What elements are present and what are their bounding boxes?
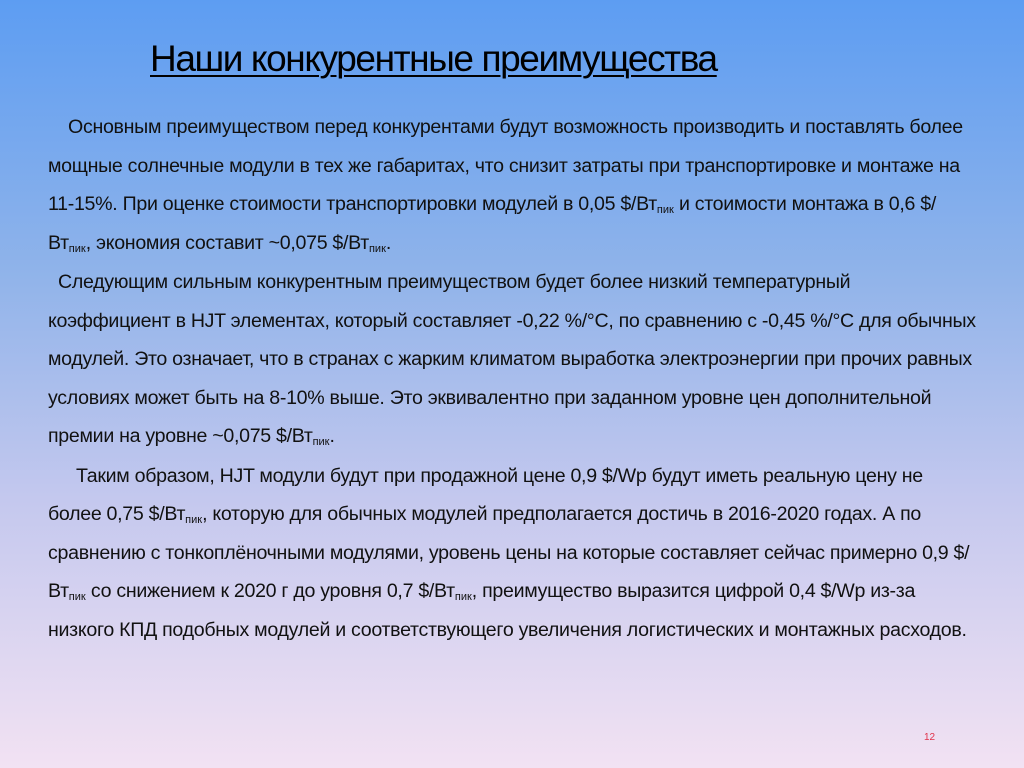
- slide-body: [48, 108, 976, 649]
- text-run: .: [385, 231, 392, 254]
- page-number: 12: [924, 732, 936, 743]
- text-run: Основным преимуществом перед конкурентами будут возможность производить и поставлять более мощные солнечные модули в тех же габаритах, что снизит затраты при транспортировке и монтаже на 11-15%. При оценке стоимости транспортировки модулей в 0,05 $/Вт: [48, 116, 963, 215]
- slide-title: Наши конкурентные преимущества: [150, 38, 717, 79]
- subscript-pik: пик: [68, 242, 86, 255]
- subscript-pik: пик: [454, 591, 472, 603]
- text-run: , преимущество выразится цифрой 0,4 $/Wp из-за низкого КПД подобных модулей и соответствующего увеличения логистических и монтажных расходов.: [48, 580, 967, 641]
- text-run: и стоимости монтажа в 0,6 $/Вт: [48, 193, 937, 254]
- text-run: .: [329, 425, 335, 447]
- paragraph-transport-savings: [48, 108, 976, 262]
- subscript-pik: пик: [185, 514, 203, 526]
- subscript-pik: пик: [68, 591, 86, 603]
- paragraph-temperature-coefficient: [48, 263, 976, 456]
- text-run: со снижением к 2020 г до уровня 0,7 $/Вт: [85, 580, 455, 602]
- subscript-pik: пик: [656, 204, 674, 216]
- paragraph-price-comparison: [48, 457, 976, 650]
- text-run: , экономия составит ~0,075 $/Вт: [85, 231, 369, 254]
- text-run: Таким образом, HJT модули будут при продажной цене 0,9 $/Wp будут иметь реальную цену не более 0,75 $/Вт: [48, 464, 923, 525]
- subscript-pik: пик: [312, 436, 330, 448]
- text-run: , которую для обычных модулей предполагается достичь в 2016-2020 годах. А по сравнению с тонкоплёночными модулями, уровень цены на которые составляет сейчас примерно 0,9 $/Вт: [48, 503, 970, 602]
- text-run: Следующим сильным конкурентным преимуществом будет более низкий температурный коэффициент в HJT элементах, который составляет -0,22 %/°С, по сравнению с -0,45 %/°С для обычных модулей. Это означает, что в странах с жарким климатом выработка электроэнергии при прочих равных условиях может быть на 8-10% выше. Это эквивалентно при заданном уровне цен дополнительной премии на уровне ~0,075 $/Вт: [48, 271, 976, 447]
- subscript-pik: пик: [368, 242, 386, 255]
